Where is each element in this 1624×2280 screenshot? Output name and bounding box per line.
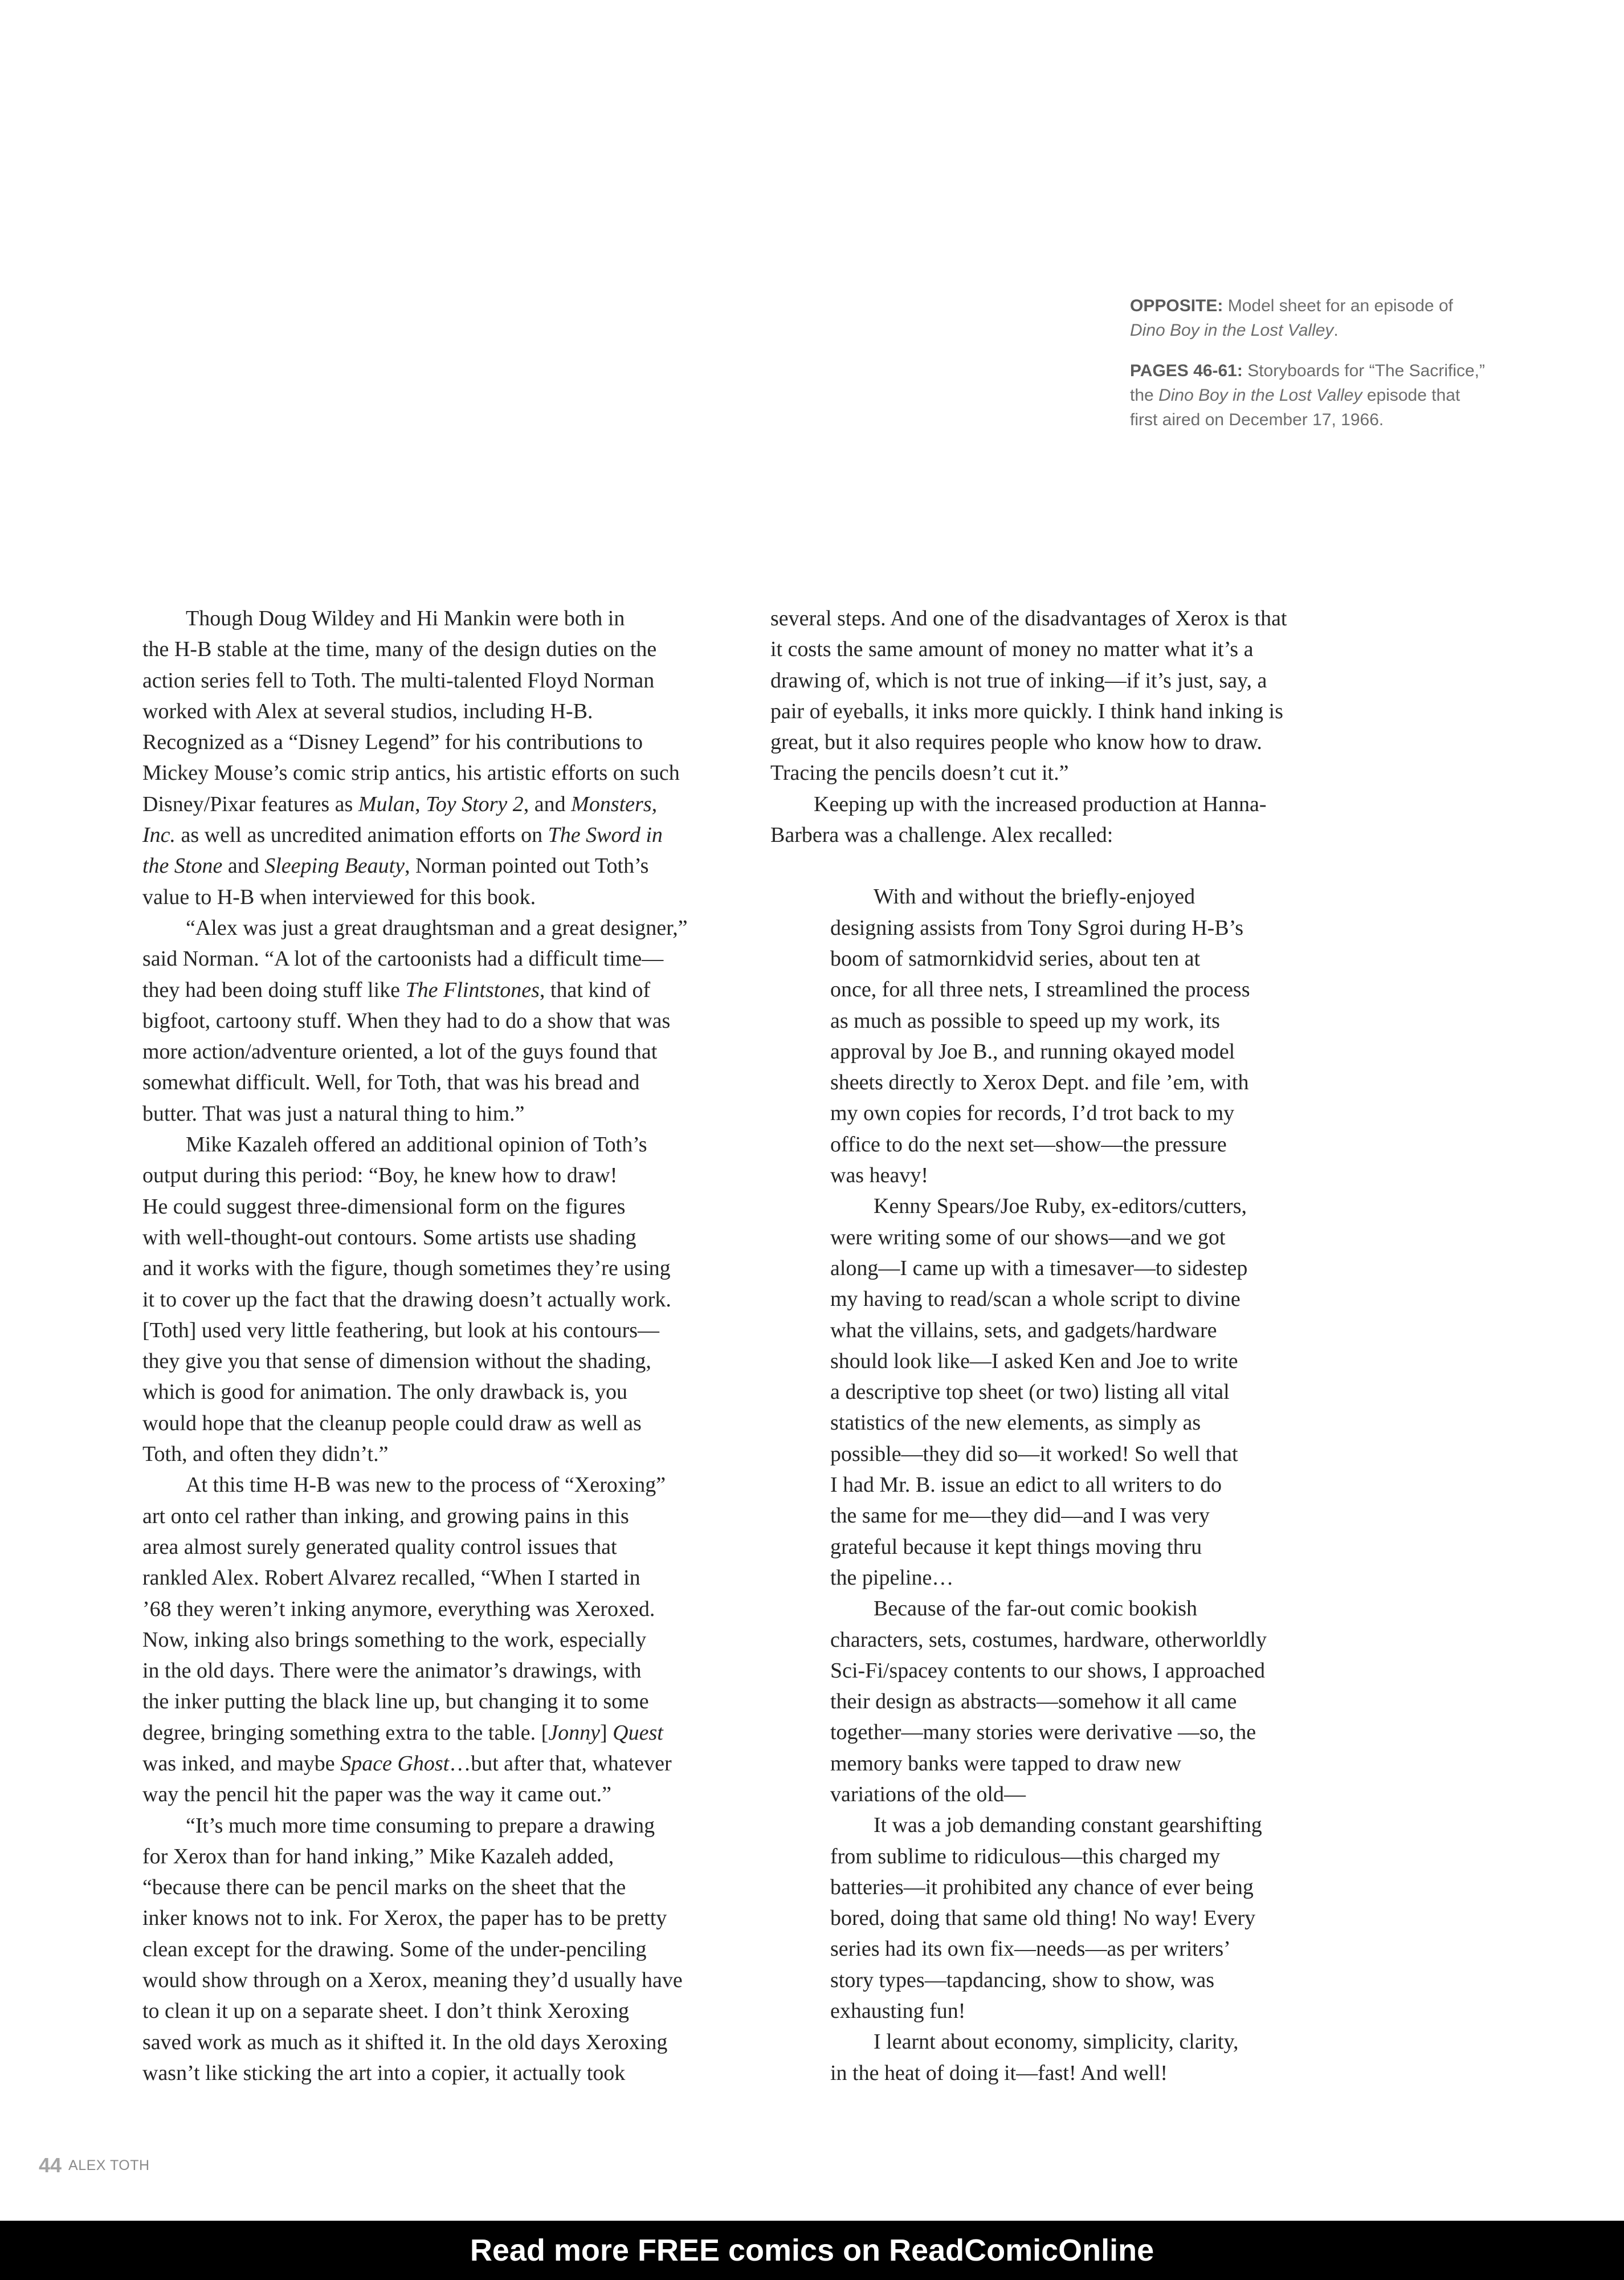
caption-pages-label: PAGES 46-61:	[1130, 361, 1243, 380]
quote-paragraph: It was a job demanding constant gearshifting from sublime to ridiculous—this charged my batteries—it prohibited any chance of ever being bored, doing that same old thing! No way! Every series had its own fix—needs—as per writers’ story types—tapdancing, show to show, was exhausting fun!	[830, 1813, 1262, 2023]
quote-paragraph: Because of the far-out comic bookish characters, sets, costumes, hardware, otherworldly Sci-Fi/spacey contents to our shows, I approached their design as abstracts—somehow it all came together—many stories were derivative —so, the memory banks were tapped to draw new variations of the old—	[830, 1597, 1267, 1806]
right-text-column	[770, 603, 1287, 2088]
quote-paragraph: I learnt about economy, simplicity, clarity, in the heat of doing it—fast! And well!	[830, 2030, 1239, 2085]
paragraph: Keeping up with the increased production at Hanna- Barbera was a challenge. Alex recalled:	[770, 792, 1267, 848]
promo-banner-text: Read more FREE comics on ReadComicOnline	[470, 2233, 1154, 2267]
caption-pages: PAGES 46-61: Storyboards for “The Sacrifice,” the Dino Boy in the Lost Valley episode that first aired on December 17, 1966.	[1130, 361, 1486, 429]
paragraph: “Alex was just a great draughtsman and a great designer,” said Norman. “A lot of the cartoonists had a difficult time— they had been doing stuff like The Flintstones, that kind of bigfoot, cartoony stuff. When they had to do a show that was more action/adventure oriented, a lot of the guys found that somewhat difficult. Well, for Toth, that was his bread and butter. That was just a natural thing to him.”	[142, 915, 688, 1126]
page-footer	[39, 2153, 150, 2176]
paragraph: several steps. And one of the disadvantages of Xerox is that it costs the same amount of money no matter what it’s a drawing of, which is not true of inking—if it’s just, say, a pair of eyeballs, it inks more quickly. I think hand inking is great, but it also requires people who know how to draw. Tracing the pencils doesn’t cut it.”	[770, 606, 1287, 785]
paragraph: Though Doug Wildey and Hi Mankin were both in the H-B stable at the time, many of the design duties on the action series fell to Toth. The multi-talented Floyd Norman worked with Alex at several studios, including H-B. Recognized as a “Disney Legend” for his contributions to Mickey Mouse’s comic strip antics, his artistic efforts on such Disney/Pixar features as Mulan, Toy Story 2, and Monsters, Inc. as well as uncredited animation efforts on The Sword in the Stone and Sleeping Beauty, Norman pointed out Toth’s value to H-B when interviewed for this book.	[142, 606, 680, 909]
paragraph: “It’s much more time consuming to prepare a drawing for Xerox than for hand inking,” Mike Kazaleh added, “because there can be pencil marks on the sheet that the inker knows not to ink. For Xerox, the paper has to be pretty clean except for the drawing. Some of the under-penciling would show through on a Xerox, meaning they’d usually have to clean it up on a separate sheet. I don’t think Xeroxing saved work as much as it shifted it. In the old days Xeroxing wasn’t like sticking the art into a copier, it actually took	[142, 1813, 683, 2085]
promo-banner[interactable]	[0, 2221, 1624, 2280]
caption-opposite: OPPOSITE: Model sheet for an episode of Dino Boy in the Lost Valley.	[1130, 296, 1453, 340]
quote-paragraph: With and without the briefly-enjoyed designing assists from Tony Sgroi during H-B’s boom of satmornkidvid series, about ten at once, for all three nets, I streamlined the process as much as possible to speed up my work, its approval by Joe B., and running okayed model sheets directly to Xerox Dept. and file ’em, with my own copies for records, I’d trot back to my office to do the next set—show—the pressure was heavy!	[830, 885, 1250, 1188]
paragraph: Mike Kazaleh offered an additional opinion of Toth’s output during this period: “Boy, he knew how to draw! He could suggest three-dimensional form on the figures with well-thought-out contours. Some artists use shading and it works with the figure, though sometimes they’re using it to cover up the fact that the drawing doesn’t actually work. [Toth] used very little feathering, but look at his contours— they give you that sense of dimension without the shading, which is good for animation. The only drawback is, you would hope that the cleanup people could draw as well as Toth, and often they didn’t.”	[142, 1133, 671, 1467]
block-quote	[770, 881, 1287, 2088]
caption-opposite-label: OPPOSITE:	[1130, 296, 1223, 315]
running-head: ALEX TOTH	[68, 2157, 150, 2173]
image-caption	[1130, 294, 1495, 448]
left-text-column	[142, 603, 688, 2088]
paragraph: At this time H-B was new to the process of “Xeroxing” art onto cel rather than inking, and growing pains in this area almost surely generated quality control issues that rankled Alex. Robert Alvarez recalled, “When I started in ’68 they weren’t inking anymore, everything was Xeroxed. Now, inking also brings something to the work, especially in the old days. There were the animator’s drawings, with the inker putting the black line up, but changing it to some degree, bringing something extra to the table. [Jonny] Quest was inked, and maybe Space Ghost…but after that, whatever way the pencil hit the paper was the way it came out.”	[142, 1473, 672, 1807]
quote-paragraph: Kenny Spears/Joe Ruby, ex-editors/cutters, were writing some of our shows—and we got along—I came up with a timesaver—to sidestep my having to read/scan a whole script to divine what the villains, sets, and gadgets/hardware should look like—I asked Ken and Joe to write a descriptive top sheet (or two) listing all vital statistics of the new elements, as simply as possible—they did so—it worked! So well that I had Mr. B. issue an edict to all writers to do the same for me—they did—and I was very grateful because it kept things moving thru the pipeline…	[830, 1194, 1248, 1590]
page-number: 44	[39, 2153, 62, 2177]
